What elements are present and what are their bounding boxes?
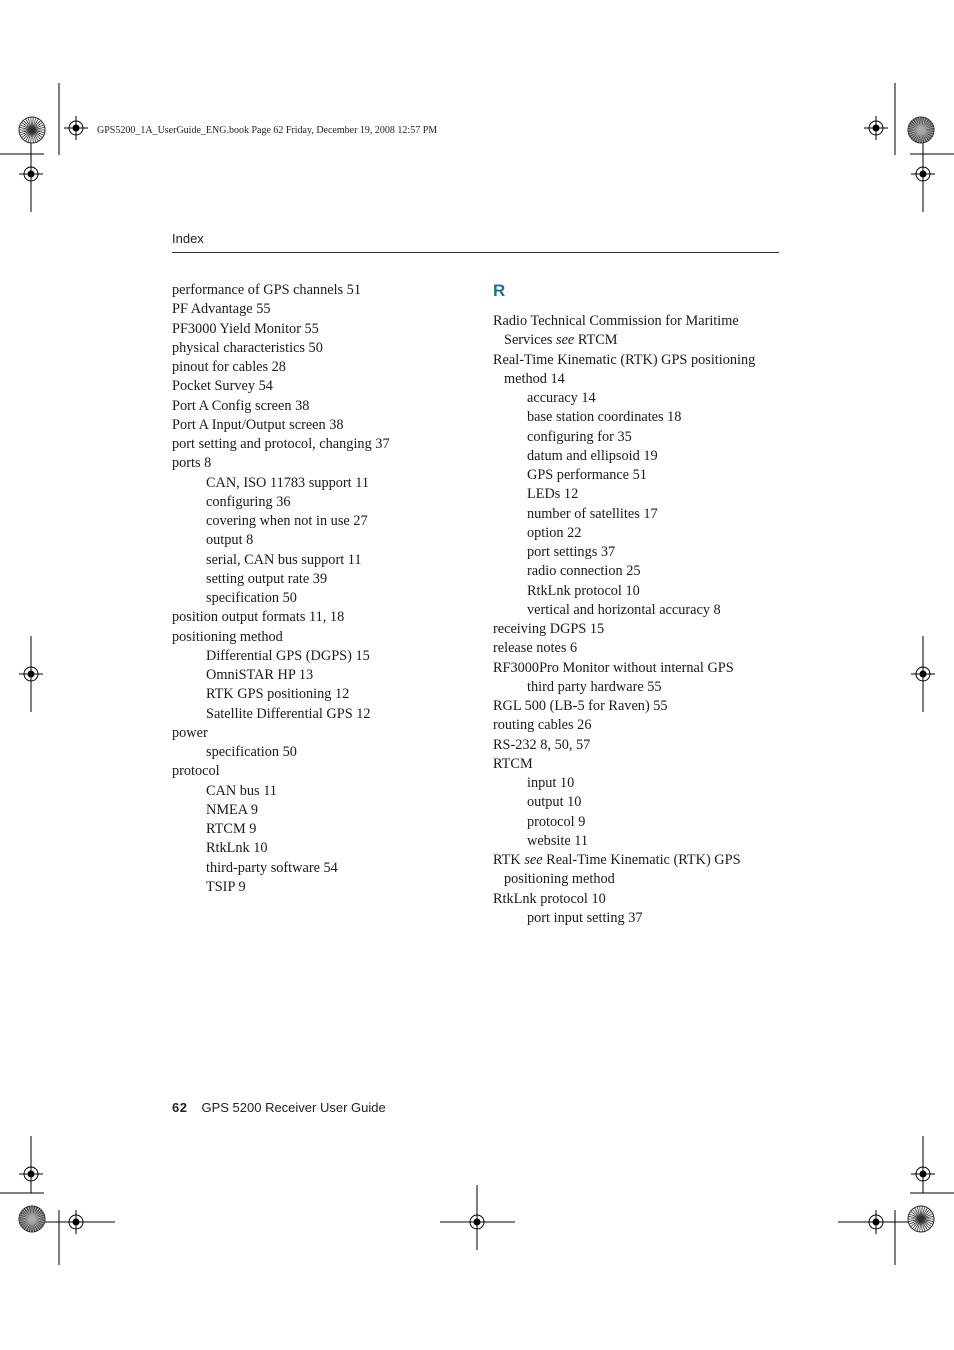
see-reference: see: [524, 852, 543, 868]
index-entry: NMEA 9: [206, 801, 259, 818]
star-target: [19, 117, 45, 143]
index-right-column: [493, 281, 793, 928]
index-entry: port settings 37: [527, 544, 616, 560]
index-entry: configuring 36: [206, 493, 291, 510]
index-entry: output 10: [527, 794, 582, 811]
index-entry: receiving DGPS 15: [493, 621, 605, 637]
page-footer: [172, 1100, 386, 1115]
index-entry: positioning method: [172, 628, 283, 645]
index-entry: CAN, ISO 11783 support 11: [206, 474, 369, 491]
registration-target: [19, 162, 43, 186]
registration-target: [64, 116, 88, 140]
index-entry: PF Advantage 55: [172, 301, 271, 318]
registration-target: [911, 1162, 935, 1186]
index-entry: protocol 9: [527, 813, 586, 830]
index-entry: Port A Input/Output screen 38: [172, 416, 344, 433]
index-entry: radio connection 25: [527, 563, 641, 580]
index-entry: RTCM 9: [206, 821, 257, 837]
index-entry: covering when not in use 27: [206, 513, 368, 529]
index-entry: protocol: [172, 763, 220, 780]
index-entry: Services see RTCM: [504, 332, 618, 349]
index-entry: RS-232 8, 50, 57: [493, 736, 591, 753]
star-target: [19, 1206, 45, 1232]
index-entry: LEDs 12: [527, 486, 579, 503]
index-entry: RtkLnk protocol 10: [493, 890, 606, 907]
index-entry: physical characteristics 50: [172, 339, 323, 356]
index-entry: datum and ellipsoid 19: [527, 447, 658, 464]
index-entry: port setting and protocol, changing 37: [172, 436, 390, 452]
index-entry: power: [172, 724, 208, 741]
index-entry: Satellite Differential GPS 12: [206, 705, 371, 722]
index-entry: method 14: [504, 370, 565, 387]
index-entry: RtkLnk protocol 10: [527, 582, 640, 599]
index-entry: RTK GPS positioning 12: [206, 686, 350, 703]
index-entry: RtkLnk 10: [206, 840, 268, 857]
index-entry: positioning method: [504, 871, 615, 888]
index-entry: specification 50: [206, 590, 297, 606]
index-entry: pinout for cables 28: [172, 359, 286, 375]
index-entry: TSIP 9: [206, 878, 246, 895]
registration-target: [19, 662, 43, 686]
index-entry: position output formats 11, 18: [172, 609, 345, 626]
index-entry: PF3000 Yield Monitor 55: [172, 320, 319, 337]
index-entry: input 10: [527, 775, 575, 791]
registration-target: [64, 1210, 88, 1234]
index-entry: CAN bus 11: [206, 782, 277, 799]
index-entry: configuring for 35: [527, 428, 632, 445]
index-entry: option 22: [527, 524, 582, 541]
index-entry: Real-Time Kinematic (RTK) GPS positioning: [493, 351, 756, 368]
index-entry: OmniSTAR HP 13: [206, 667, 314, 683]
index-entry: release notes 6: [493, 640, 578, 657]
index-entry: RGL 500 (LB-5 for Raven) 55: [493, 698, 668, 714]
star-target: [908, 117, 934, 143]
index-entry: number of satellites 17: [527, 505, 658, 522]
index-entry: specification 50: [206, 744, 297, 760]
index-entry: performance of GPS channels 51: [172, 282, 361, 298]
header-rule: [172, 252, 779, 253]
registration-target: [465, 1210, 489, 1234]
index-entry: routing cables 26: [493, 717, 592, 734]
index-entry: serial, CAN bus support 11: [206, 551, 362, 568]
registration-target: [864, 1210, 888, 1234]
index-left-column: [172, 281, 472, 897]
index-right-entries: [493, 312, 793, 928]
index-entry: RTK see Real-Time Kinematic (RTK) GPS: [493, 852, 741, 868]
print-slug-line: GPS5200_1A_UserGuide_ENG.book Page 62 Friday, December 19, 2008 12:57 PM: [97, 125, 438, 136]
registration-target: [911, 162, 935, 186]
index-entry: third-party software 54: [206, 859, 338, 876]
index-entry: third party hardware 55: [527, 678, 662, 695]
index-entry: RTCM: [493, 755, 533, 772]
index-entry: port input setting 37: [527, 909, 643, 926]
index-entry: ports 8: [172, 455, 212, 472]
index-entry: accuracy 14: [527, 390, 596, 406]
running-head: Index: [172, 231, 204, 246]
index-entry: output 8: [206, 532, 254, 549]
index-entry: Differential GPS (DGPS) 15: [206, 647, 370, 664]
index-entry: Pocket Survey 54: [172, 378, 273, 395]
registration-target: [911, 662, 935, 686]
registration-target: [864, 116, 888, 140]
index-entry: Radio Technical Commission for Maritime: [493, 313, 739, 329]
book-title: GPS 5200 Receiver User Guide: [201, 1100, 386, 1115]
index-entry: vertical and horizontal accuracy 8: [527, 601, 721, 618]
index-entry: RF3000Pro Monitor without internal GPS: [493, 659, 734, 676]
index-entry: base station coordinates 18: [527, 409, 682, 426]
index-entry: setting output rate 39: [206, 570, 328, 587]
index-letter-heading: R: [493, 281, 506, 300]
registration-target: [19, 1162, 43, 1186]
page-number: 62: [172, 1100, 188, 1115]
index-entry: website 11: [527, 832, 589, 849]
star-target: [908, 1206, 934, 1232]
index-entry: GPS performance 51: [527, 467, 647, 483]
index-entry: Port A Config screen 38: [172, 397, 310, 414]
see-reference: see: [556, 332, 575, 349]
